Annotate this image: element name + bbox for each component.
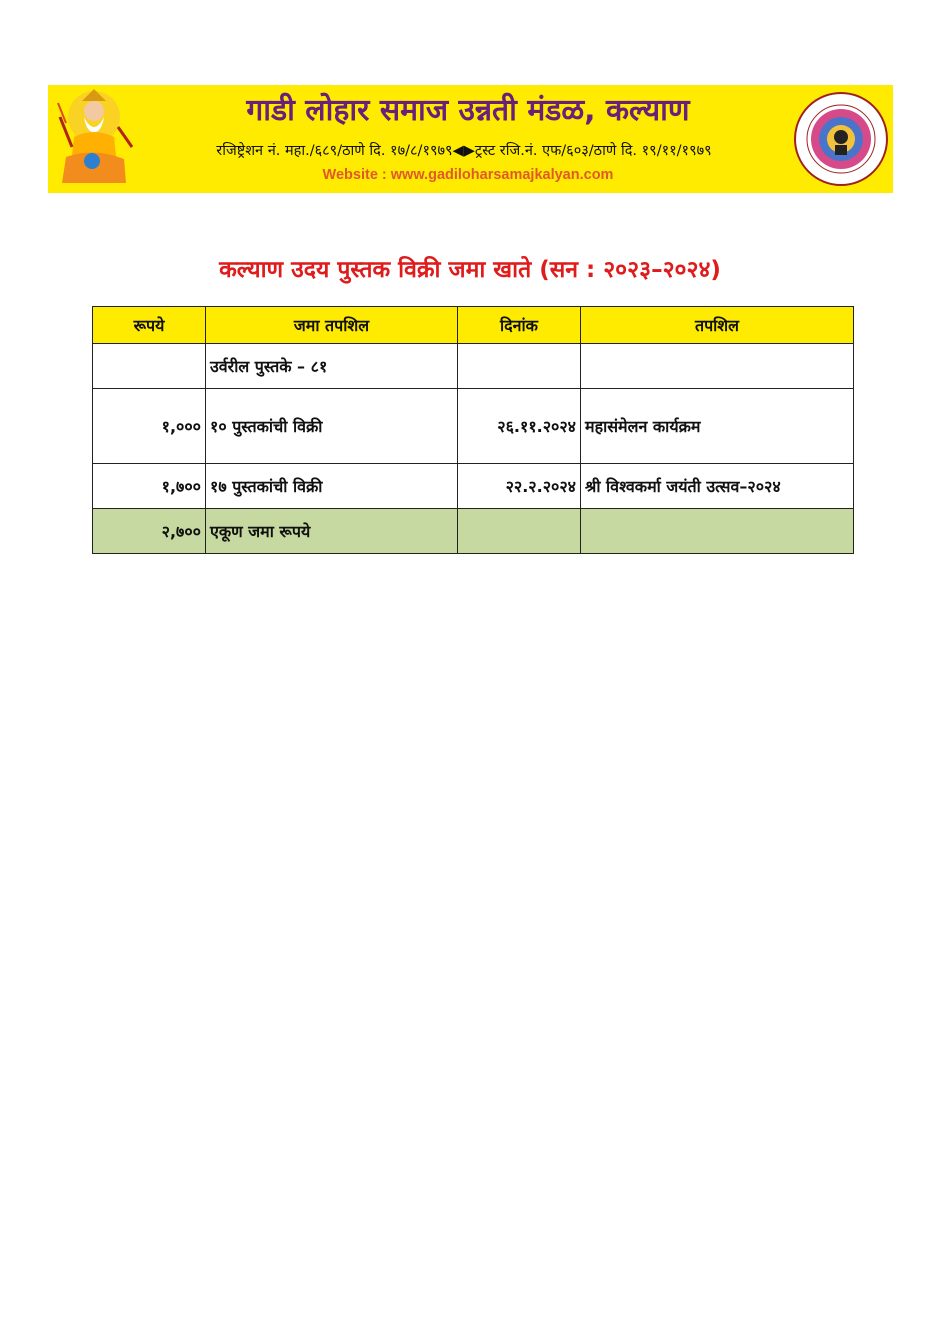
cell-date: २२.२.२०२४ xyxy=(458,464,581,509)
registration-details: रजिष्ट्रेशन नं. महा./६८९/ठाणे दि. १७/८/१९७९◀▶ट्रस्ट रजि.नं. एफ/६०३/ठाणे दि. १९/११/१९७९ xyxy=(216,143,712,159)
cell-amount: १,००० xyxy=(93,389,206,464)
table-row xyxy=(93,389,854,464)
total-remarks xyxy=(581,509,854,554)
column-header-remarks: तपशिल xyxy=(581,307,854,344)
vishwakarma-deity-image xyxy=(52,87,136,191)
column-header-date: दिनांक xyxy=(458,307,581,344)
total-label: एकूण जमा रूपये xyxy=(206,509,458,554)
cell-remarks: महासंमेलन कार्यक्रम xyxy=(581,389,854,464)
table-row xyxy=(93,344,854,389)
cell-date xyxy=(458,344,581,389)
table-header-row xyxy=(93,307,854,344)
cell-date: २६.११.२०२४ xyxy=(458,389,581,464)
total-amount: २,७०० xyxy=(93,509,206,554)
total-date xyxy=(458,509,581,554)
cell-remarks: श्री विश्वकर्मा जयंती उत्सव–२०२४ xyxy=(581,464,854,509)
cell-detail: उर्वरील पुस्तके – ८१ xyxy=(206,344,458,389)
letterhead-banner xyxy=(48,85,893,193)
column-header-amount: रूपये xyxy=(93,307,206,344)
website-line: Website : www.gadiloharsamajkalyan.com xyxy=(322,167,614,183)
cell-amount: १,७०० xyxy=(93,464,206,509)
organization-seal-emblem xyxy=(793,91,889,187)
cell-remarks xyxy=(581,344,854,389)
organization-name: गाडी लोहार समाज उन्नती मंडळ, कल्याण xyxy=(246,93,690,128)
document-title: कल्याण उदय पुस्तक विक्री जमा खाते (सन : २०२३–२०२४) xyxy=(219,257,721,283)
total-row xyxy=(93,509,854,554)
column-header-credit-detail: जमा तपशिल xyxy=(206,307,458,344)
table-row xyxy=(93,464,854,509)
cell-detail: १० पुस्तकांची विक्री xyxy=(206,389,458,464)
sales-ledger-table xyxy=(92,306,854,554)
cell-detail: १७ पुस्तकांची विक्री xyxy=(206,464,458,509)
cell-amount xyxy=(93,344,206,389)
